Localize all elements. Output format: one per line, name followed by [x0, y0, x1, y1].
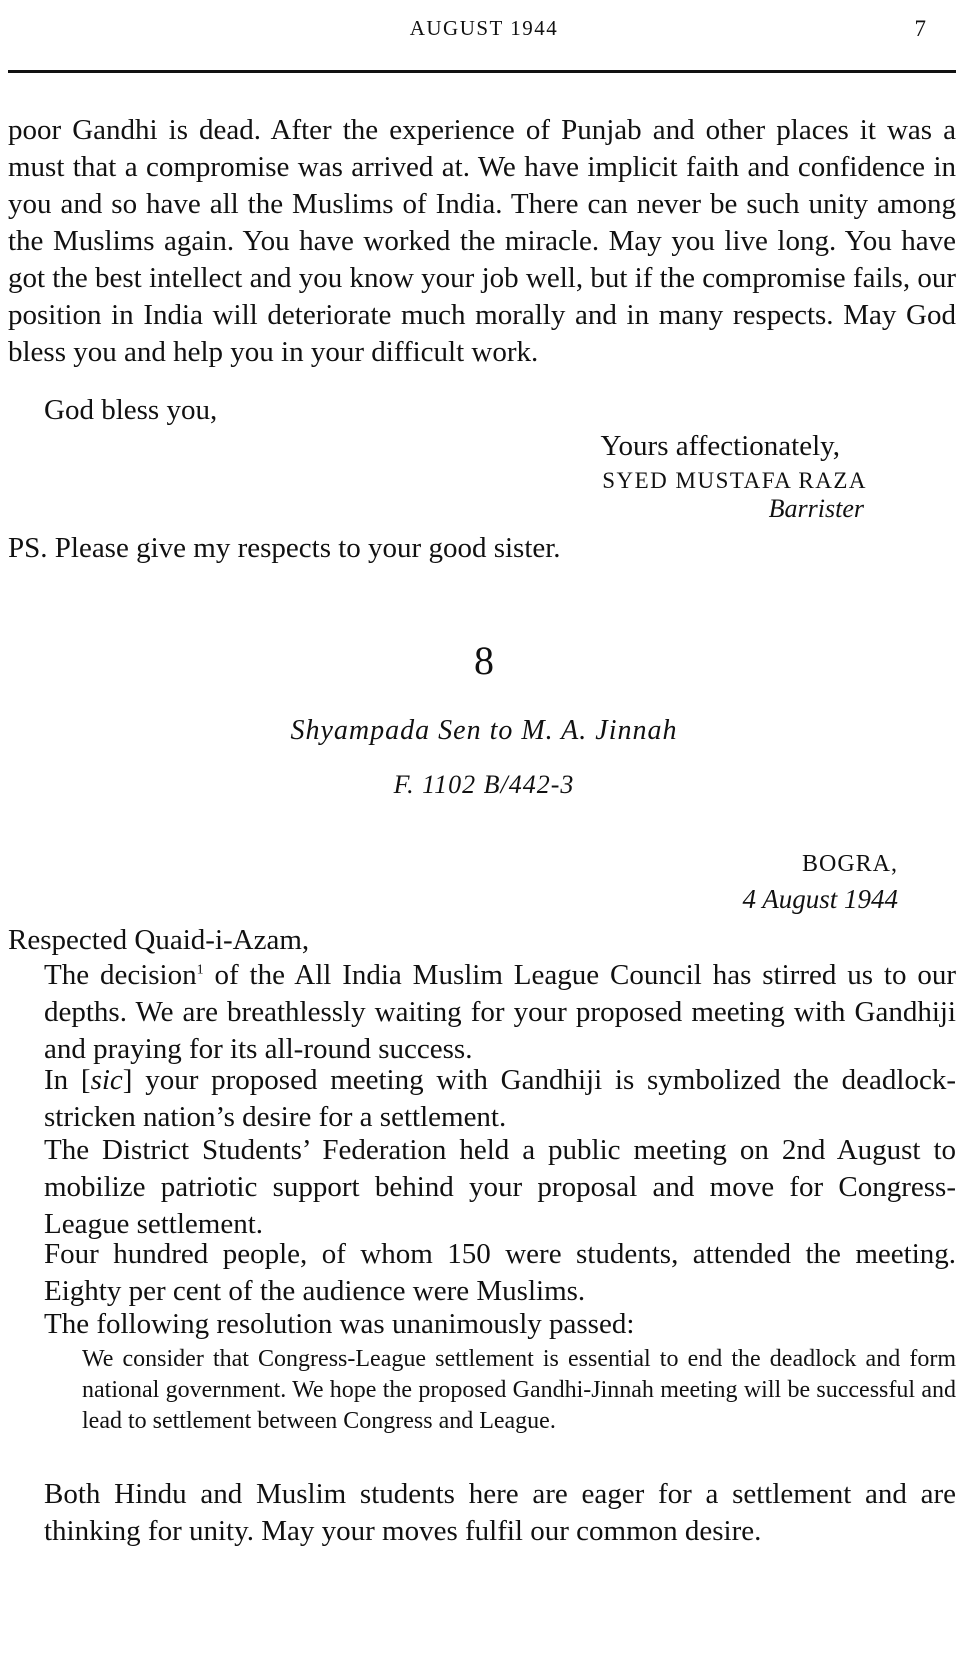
paragraph-1 — [8, 957, 956, 1068]
letter-7-designation: Barrister — [768, 494, 864, 523]
paragraph-4: Four hundred people, of whom 150 were students, attended the meeting. Eighty per cent of the audience were Muslims. — [44, 1238, 956, 1307]
running-header-title: AUGUST 1944 — [409, 16, 559, 40]
paragraph-3: The District Students’ Federation held a public meeting on 2nd August to mobilize patriotic support behind your proposal and move for Congress-League settlement. — [44, 1134, 956, 1240]
page-number: 7 — [914, 16, 926, 41]
letter-place: BOGRA, — [801, 851, 898, 877]
letter-date: 4 August 1944 — [742, 884, 898, 914]
paragraph-1-rest: of the All India Muslim League Council has stirred us to our depths. We are breathlessly waiting for your proposed meeting with Gandhiji and praying for its all-round success. — [44, 959, 956, 1065]
letter-7-postscript: PS. Please give my respects to your good sister. — [8, 532, 561, 564]
header-rule — [8, 70, 956, 73]
letter-salutation: Respected Quaid-i-Azam, — [8, 924, 310, 956]
paragraph-2-rest: ] your proposed meeting with Gandhiji is symbolized the deadlock-stricken nation’s desire for a settlement. — [44, 1064, 956, 1133]
letter-7-closing: Yours affectionately, — [600, 430, 840, 462]
paragraph-5: The following resolution was unanimously passed: — [44, 1308, 635, 1340]
letter-7-blessing: God bless you, — [44, 394, 218, 426]
footnote-marker: 1 — [196, 962, 204, 978]
resolution-quote: We consider that Congress-League settlement is essential to end the deadlock and form national government. We hope the proposed Gandhi-Jinnah meeting will be successful and lead to settlement between Congress and League. — [82, 1346, 956, 1434]
sic-marker: sic — [90, 1064, 123, 1096]
document-title: Shyampada Sen to M. A. Jinnah — [290, 715, 678, 746]
paragraph-6: Both Hindu and Muslim students here are eager for a settlement and are thinking for unity. May your moves fulfil our common desire. — [44, 1478, 956, 1547]
letter-7-body: poor Gandhi is dead. After the experience of Punjab and other places it was a must that a compromise was arrived at. We have implicit faith and confidence in you and so have all the Muslims of India. There can never be such unity among the Muslims again. You have worked the miracle. May you live long. You have got the best intellect and you know your job well, but if the compromise fails, our position in India will deteriorate much morally and in many respects. May God bless you and help you in your difficult work. — [8, 114, 956, 368]
letter-7-signatory: SYED MUSTAFA RAZA — [602, 468, 867, 493]
document-reference: F. 1102 B/442-3 — [393, 770, 575, 799]
paragraph-1-start: The decision — [44, 959, 197, 991]
paragraph-2-start: In [ — [44, 1064, 91, 1096]
document-number: 8 — [474, 638, 494, 683]
paragraph-2 — [8, 1062, 956, 1136]
